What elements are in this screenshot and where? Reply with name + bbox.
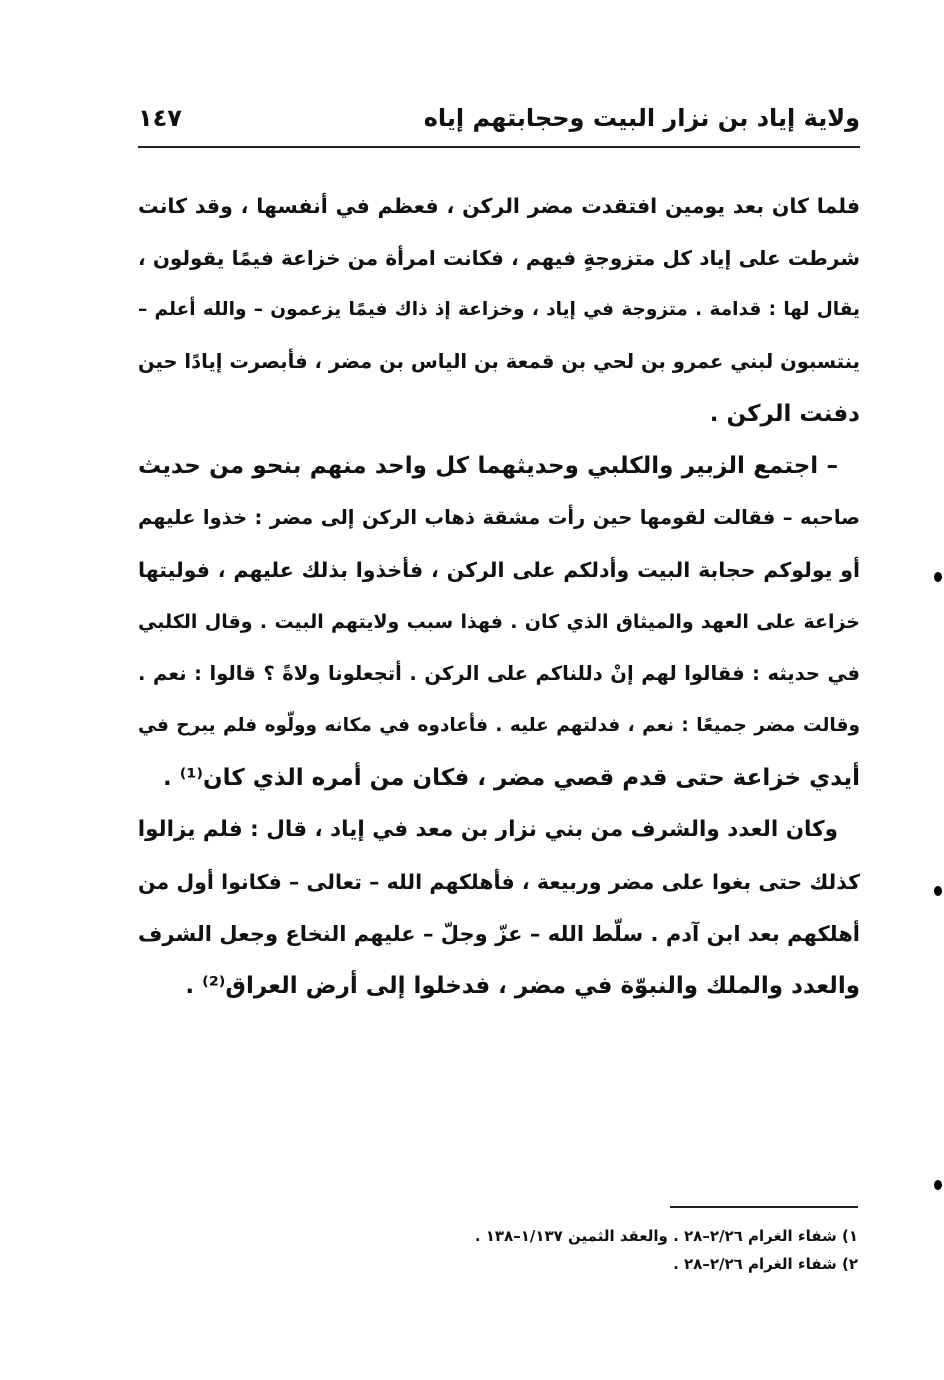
text-line: وقالت مضر جميعًا : نعم ، فدلتهم عليه . فأعادوه في مكانه وولّوه فلم يبرح في [138, 715, 860, 736]
paragraph-2 [138, 440, 860, 804]
footnote-rule [670, 1206, 858, 1208]
text-line: في حديثه : فقالوا لهم إنْ دللناكم على الركن . أتجعلونا ولاةً ؟ قالوا : نعم . [138, 662, 860, 685]
text-line: يقال لها : قدامة . متزوجة في إياد ، وخزاعة إذ ذاك فيمًا يزعمون – والله أعلم – [138, 299, 860, 320]
margin-dot [934, 1180, 942, 1190]
text-line: أيدي خزاعة حتى قدم قصي مضر ، فكان من أمره الذي كان⁽¹⁾ . [162, 765, 860, 791]
page-number: ١٤٧ [138, 104, 182, 132]
paragraph-3 [138, 804, 860, 1012]
footnote-2: ٢) شفاء الغرام ٢/٢٦–٢٨ . [673, 1255, 858, 1273]
text-line: كذلك حتى بغوا على مضر وربيعة ، فأهلكهم الله – تعالى – فكانوا أول من [138, 870, 860, 894]
header-rule [138, 146, 860, 148]
text-line: صاحبه – فقالت لقومها حين رأت مشقة ذهاب الركن إلى مضر : خذوا عليهم [138, 506, 860, 529]
footnotes [300, 1222, 858, 1278]
text-line: – اجتمع الزبير والكلبي وحديثهما كل واحد منهم بنحو من حديث [138, 453, 838, 479]
text-line: أو يولوكم حجابة البيت وأدلكم على الركن ، فأخذوا بذلك عليهم ، فوليتها [138, 558, 860, 582]
margin-dot [934, 572, 942, 582]
running-title: ولاية إياد بن نزار البيت وحجابتهم إياه [423, 104, 860, 132]
text-line: والعدد والملك والنبوّة في مضر ، فدخلوا إلى أرض العراق⁽²⁾ . [185, 973, 860, 999]
main-text [138, 180, 860, 1012]
text-line: شرطت على إياد كل متزوجةٍ فيهم ، فكانت امرأة من خزاعة فيمًا يقولون ، [138, 246, 860, 270]
paragraph-1 [138, 180, 860, 440]
text-line: دفنت الركن . [709, 401, 860, 427]
margin-dot [934, 886, 942, 896]
text-line: خزاعة على العهد والميثاق الذي كان . فهذا سبب ولايتهم البيت . وقال الكلبي [138, 611, 860, 633]
text-line: ينتسبون لبني عمرو بن لحي بن قمعة بن الياس بن مضر ، فأبصرت إيادًا حين [138, 350, 860, 373]
text-line: وكان العدد والشرف من بني نزار بن معد في إياد ، قال : فلم يزالوا [137, 817, 838, 842]
text-line: أهلكهم بعد ابن آدم . سلّط الله – عزّ وجلّ – عليهم النخاع وجعل الشرف [138, 922, 860, 946]
text-line: فلما كان بعد يومين افتقدت مضر الركن ، فعظم في أنفسها ، وقد كانت [138, 194, 860, 218]
footnote-1: ١) شفاء الغرام ٢/٢٦–٢٨ . والعقد الثمين ١/١٣٧–١٣٨ . [474, 1227, 858, 1245]
page-header [138, 100, 860, 142]
